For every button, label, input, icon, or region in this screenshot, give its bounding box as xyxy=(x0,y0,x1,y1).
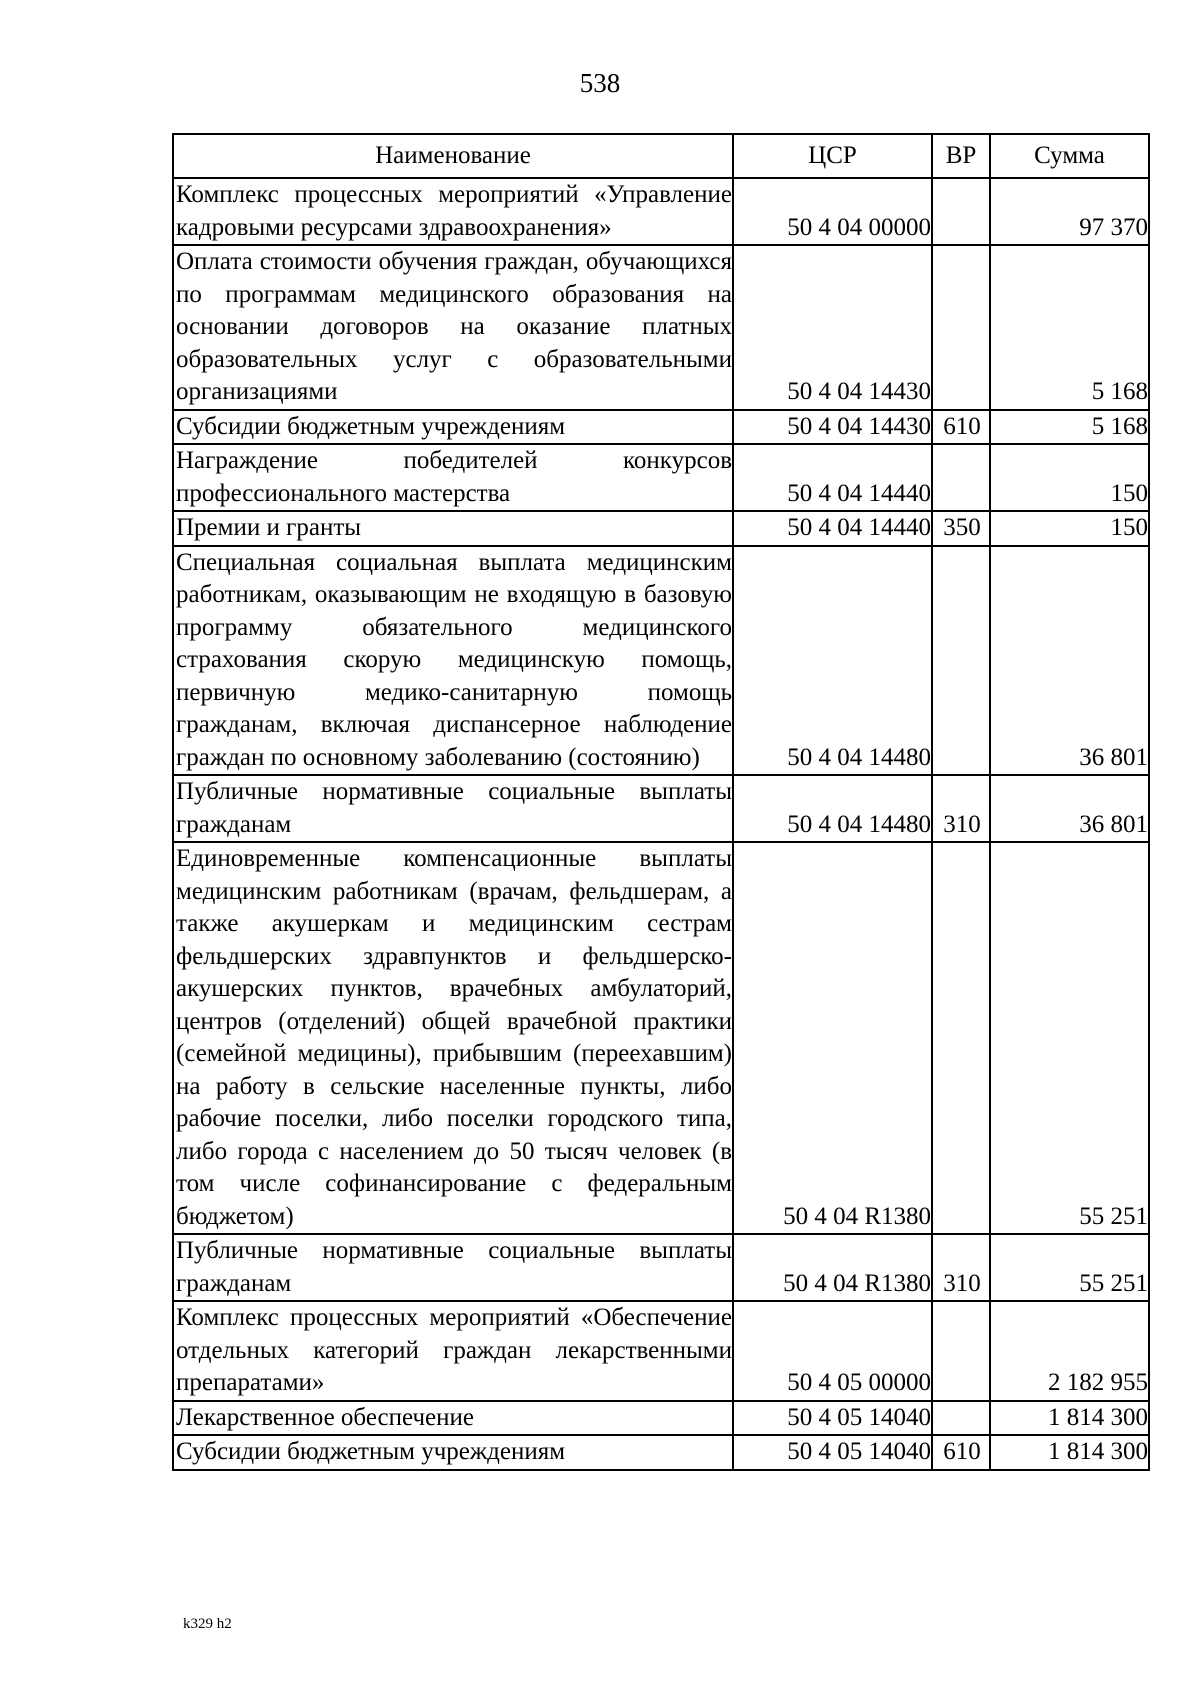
row-sum: 55 251 xyxy=(990,1234,1149,1301)
table-row xyxy=(173,245,1149,410)
row-csr: 50 4 05 14040 xyxy=(733,1435,932,1470)
row-csr: 50 4 05 14040 xyxy=(733,1401,932,1436)
row-sum: 2 182 955 xyxy=(990,1301,1149,1401)
row-name: Комплекс процессных мероприятий «Обеспечение отдельных категорий граждан лекарственными препаратами» xyxy=(173,1301,733,1401)
row-vr: 350 xyxy=(932,511,990,546)
row-vr xyxy=(932,546,990,776)
row-sum: 150 xyxy=(990,511,1149,546)
row-csr: 50 4 04 R1380 xyxy=(733,842,932,1234)
row-csr: 50 4 04 14440 xyxy=(733,444,932,511)
row-sum: 55 251 xyxy=(990,842,1149,1234)
row-sum: 1 814 300 xyxy=(990,1401,1149,1436)
row-sum: 5 168 xyxy=(990,410,1149,445)
header-sum: Сумма xyxy=(990,134,1149,178)
row-vr xyxy=(932,178,990,245)
table-row xyxy=(173,546,1149,776)
table-row xyxy=(173,410,1149,445)
row-sum: 97 370 xyxy=(990,178,1149,245)
table-row xyxy=(173,1435,1149,1470)
row-csr: 50 4 04 R1380 xyxy=(733,1234,932,1301)
row-csr: 50 4 04 14440 xyxy=(733,511,932,546)
row-name: Субсидии бюджетным учреждениям xyxy=(173,410,733,445)
row-sum: 36 801 xyxy=(990,775,1149,842)
row-vr: 610 xyxy=(932,1435,990,1470)
row-vr xyxy=(932,842,990,1234)
table-row xyxy=(173,1234,1149,1301)
row-sum: 5 168 xyxy=(990,245,1149,410)
table-row xyxy=(173,511,1149,546)
row-vr xyxy=(932,1301,990,1401)
row-vr xyxy=(932,245,990,410)
budget-table xyxy=(172,133,1150,1471)
row-vr: 310 xyxy=(932,1234,990,1301)
table-row xyxy=(173,444,1149,511)
row-vr xyxy=(932,444,990,511)
table-row xyxy=(173,775,1149,842)
row-name: Единовременные компенсационные выплаты медицинским работникам (врачам, фельдшерам, а также акушеркам и медицинским сестрам фельдшерских здравпунктов и фельдшерско-акушерских пунктов, врачебных амбулаторий, центров (отделений) общей врачебной практики (семейной медицины), прибывшим (переехавшим) на работу в сельские населенные пункты, либо рабочие поселки, либо поселки городского типа, либо города с населением до 50 тысяч человек (в том числе софинансирование с федеральным бюджетом) xyxy=(173,842,733,1234)
page-number: 538 xyxy=(579,68,621,98)
table-row xyxy=(173,842,1149,1234)
row-csr: 50 4 05 00000 xyxy=(733,1301,932,1401)
row-sum: 1 814 300 xyxy=(990,1435,1149,1470)
header-name: Наименование xyxy=(173,134,733,178)
table-row xyxy=(173,1401,1149,1436)
header-vr: ВР xyxy=(932,134,990,178)
row-name: Комплекс процессных мероприятий «Управление кадровыми ресурсами здравоохранения» xyxy=(173,178,733,245)
row-name: Публичные нормативные социальные выплаты гражданам xyxy=(173,1234,733,1301)
row-name: Премии и гранты xyxy=(173,511,733,546)
row-name: Оплата стоимости обучения граждан, обучающихся по программам медицинского образования на основании договоров на оказание платных образовательных услуг с образовательными организациями xyxy=(173,245,733,410)
row-vr xyxy=(932,1401,990,1436)
row-csr: 50 4 04 14430 xyxy=(733,410,932,445)
table-row xyxy=(173,178,1149,245)
row-name: Специальная социальная выплата медицинским работникам, оказывающим не входящую в базовую программу обязательного медицинского страхования скорую медицинскую помощь, первичную медико-санитарную помощь гражданам, включая диспансерное наблюдение граждан по основному заболеванию (состоянию) xyxy=(173,546,733,776)
row-name: Субсидии бюджетным учреждениям xyxy=(173,1435,733,1470)
row-name: Публичные нормативные социальные выплаты гражданам xyxy=(173,775,733,842)
header-csr: ЦСР xyxy=(733,134,932,178)
row-csr: 50 4 04 14480 xyxy=(733,775,932,842)
row-sum: 150 xyxy=(990,444,1149,511)
row-vr: 610 xyxy=(932,410,990,445)
row-csr: 50 4 04 14480 xyxy=(733,546,932,776)
row-csr: 50 4 04 00000 xyxy=(733,178,932,245)
table-header-row xyxy=(173,134,1149,178)
row-name: Награждение победителей конкурсов профессионального мастерства xyxy=(173,444,733,511)
row-name: Лекарственное обеспечение xyxy=(173,1401,733,1436)
table-row xyxy=(173,1301,1149,1401)
row-sum: 36 801 xyxy=(990,546,1149,776)
row-csr: 50 4 04 14430 xyxy=(733,245,932,410)
document-code: k329 h2 xyxy=(183,1616,232,1632)
row-vr: 310 xyxy=(932,775,990,842)
